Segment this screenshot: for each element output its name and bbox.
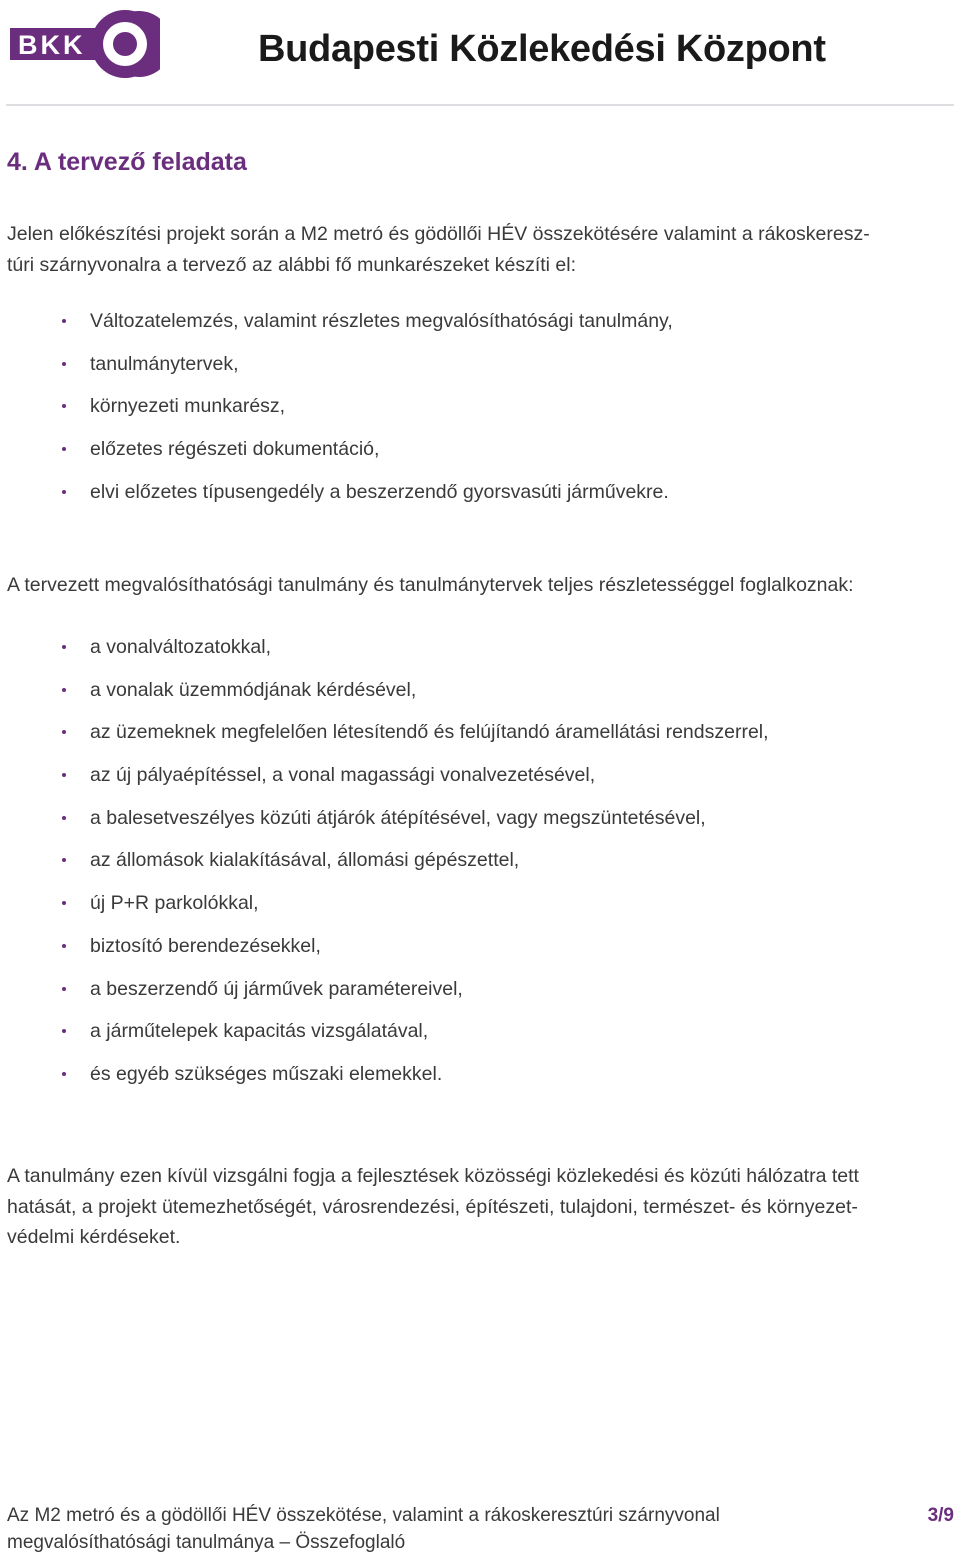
list-item	[0, 391, 960, 434]
list-item	[0, 632, 960, 675]
bullet-icon	[62, 987, 66, 991]
list-item-text: az állomások kialakításával, állomási gépészettel,	[90, 849, 520, 872]
brand-title: Budapesti Közlekedési Központ	[258, 28, 826, 70]
list-item	[0, 306, 960, 349]
list-item	[0, 845, 960, 888]
list-item-text: környezeti munkarész,	[90, 395, 286, 418]
section-title: 4. A tervező feladata	[7, 148, 247, 176]
list-item-text: és egyéb szükséges műszaki elemekkel.	[90, 1062, 443, 1085]
bullet-icon	[62, 319, 66, 323]
footer-caption	[7, 1502, 720, 1556]
list-item	[0, 760, 960, 803]
bullet-icon	[62, 816, 66, 820]
closing-paragraph	[7, 1161, 955, 1253]
footer-line: Az M2 metró és a gödöllői HÉV összekötése, valamint a rákoskeresztúri szárnyvonal	[7, 1505, 720, 1526]
list-item	[0, 931, 960, 974]
list-item	[0, 803, 960, 846]
bullet-icon	[62, 688, 66, 692]
list-item-text: az üzemeknek megfelelően létesítendő és felújítandó áramellátási rendszerrel,	[90, 721, 769, 744]
logo-text: BKK	[18, 30, 86, 60]
list-item	[0, 477, 960, 520]
list-item	[0, 888, 960, 931]
intro-line: túri szárnyvonalra a tervező az alábbi fő munkarészeket készíti el:	[7, 253, 577, 276]
list-item	[0, 1059, 960, 1102]
bullet-icon	[62, 1029, 66, 1033]
page-number: 3/9	[927, 1505, 954, 1526]
list-item-text: az új pályaépítéssel, a vonal magassági vonalvezetésével,	[90, 764, 596, 787]
list-item-text: biztosító berendezésekkel,	[90, 934, 321, 957]
bullet-icon	[62, 447, 66, 451]
intro-line: Jelen előkészítési projekt során a M2 metró és gödöllői HÉV összekötésére valamint a rákoskeresz-	[7, 223, 870, 245]
list-item-text: tanulmánytervek,	[90, 352, 239, 375]
study-intro-text: A tervezett megvalósíthatósági tanulmány és tanulmánytervek teljes részletességgel foglalkoznak:	[7, 574, 854, 596]
page-header	[0, 0, 960, 106]
list-item-text: új P+R parkolókkal,	[90, 892, 259, 915]
list-item-text: előzetes régészeti dokumentáció,	[90, 438, 380, 461]
bullet-icon	[62, 404, 66, 408]
list-item-text: a vonalváltozatokkal,	[90, 636, 272, 658]
bullet-icon	[62, 645, 66, 649]
list-item	[0, 434, 960, 477]
bullet-icon	[62, 901, 66, 905]
list-item-text: a vonalak üzemmódjának kérdésével,	[90, 678, 417, 701]
list-item	[0, 349, 960, 392]
bullet-icon	[62, 858, 66, 862]
list-item	[0, 974, 960, 1017]
bullet-icon	[62, 362, 66, 366]
list-item	[0, 675, 960, 718]
list-item-text: a beszerzendő új járművek paramétereivel,	[90, 977, 463, 1000]
task-list	[0, 306, 960, 519]
bullet-icon	[62, 490, 66, 494]
bullet-icon	[62, 773, 66, 777]
list-item-text: a járműtelepek kapacitás vizsgálatával,	[90, 1020, 429, 1043]
list-item	[0, 717, 960, 760]
study-intro-paragraph	[7, 570, 955, 601]
header-divider	[6, 104, 954, 106]
list-item	[0, 1016, 960, 1059]
footer-line: megvalósíthatósági tanulmánya – Összefoglaló	[7, 1532, 406, 1553]
bullet-icon	[62, 1072, 66, 1076]
list-item-text: Változatelemzés, valamint részletes megvalósíthatósági tanulmány,	[90, 310, 673, 332]
closing-line: hatását, a projekt ütemezhetőségét, városrendezési, építészeti, tulajdoni, természet- és környezet-	[7, 1195, 858, 1218]
bkk-logo	[6, 6, 160, 82]
list-item-text: elvi előzetes típusengedély a beszerzendő gyorsvasúti járművekre.	[90, 480, 669, 503]
closing-line: védelmi kérdéseket.	[7, 1226, 181, 1248]
intro-paragraph	[7, 219, 955, 280]
closing-line: A tanulmány ezen kívül vizsgálni fogja a fejlesztések közösségi közlekedési és közúti hálózatra tett	[7, 1165, 859, 1187]
list-item-text: a balesetveszélyes közúti átjárók átépítésével, vagy megszüntetésével,	[90, 806, 706, 829]
bullet-icon	[62, 944, 66, 948]
bullet-icon	[62, 730, 66, 734]
topic-list	[0, 632, 960, 1102]
